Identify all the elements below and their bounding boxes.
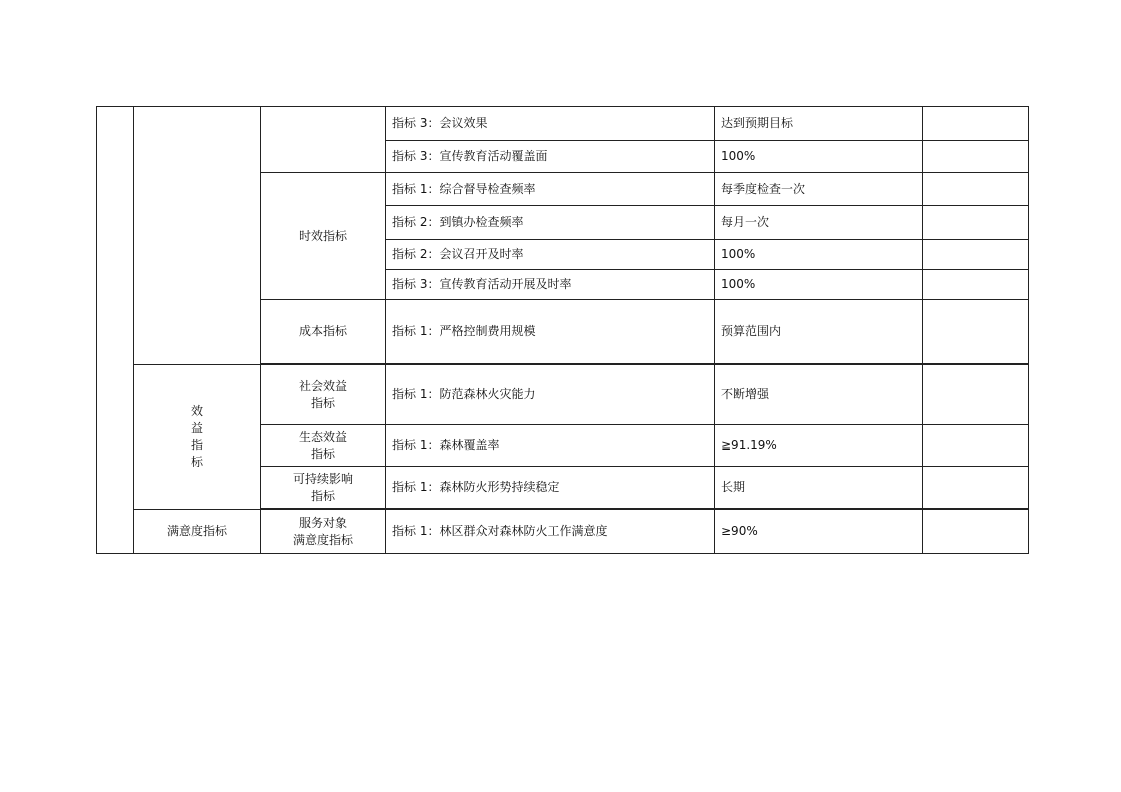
satisfaction-category-label: 满意度指标 [134, 510, 261, 554]
benefit-category-cell [134, 365, 261, 510]
target-value-cell: 每季度检查一次 [715, 173, 923, 206]
ecological-benefit-label: 生态效益 指标 [261, 425, 386, 467]
note-cell [923, 365, 1029, 425]
outer-category-cell [97, 107, 134, 554]
target-value-cell: 100% [715, 240, 923, 270]
indicator-cell: 指标 3：宣传教育活动覆盖面 [386, 141, 715, 173]
note-cell [923, 240, 1029, 270]
quality-subcategory-cell [261, 107, 386, 173]
target-value-cell: 长期 [715, 467, 923, 509]
indicator-cell: 指标 1：林区群众对森林防火工作满意度 [386, 510, 715, 554]
target-value-cell: 每月一次 [715, 206, 923, 240]
sustainable-impact-label: 可持续影响 指标 [261, 467, 386, 509]
note-cell [923, 206, 1029, 240]
target-value-cell: 100% [715, 141, 923, 173]
indicator-cell: 指标 1：森林覆盖率 [386, 425, 715, 467]
indicator-cell: 指标 3：宣传教育活动开展及时率 [386, 270, 715, 300]
table-row [97, 510, 1029, 554]
indicator-cell: 指标 2：会议召开及时率 [386, 240, 715, 270]
indicator-cell: 指标 1：综合督导检查频率 [386, 173, 715, 206]
target-value-cell: 不断增强 [715, 365, 923, 425]
target-value-cell: 预算范围内 [715, 300, 923, 364]
output-category-cell [134, 107, 261, 365]
cost-label: 成本指标 [261, 300, 386, 364]
note-cell [923, 300, 1029, 364]
note-cell [923, 107, 1029, 141]
benefit-category-label: 效 益 指 标 [190, 404, 203, 469]
target-value-cell: ≥90% [715, 510, 923, 554]
note-cell [923, 270, 1029, 300]
note-cell [923, 141, 1029, 173]
indicator-cell: 指标 1：森林防火形势持续稳定 [386, 467, 715, 509]
note-cell [923, 510, 1029, 554]
indicator-cell: 指标 2：到镇办检查频率 [386, 206, 715, 240]
timeliness-label: 时效指标 [261, 173, 386, 300]
note-cell [923, 425, 1029, 467]
performance-indicator-table [96, 106, 1029, 554]
note-cell [923, 173, 1029, 206]
table-row [97, 107, 1029, 141]
target-value-cell: 达到预期目标 [715, 107, 923, 141]
note-cell [923, 467, 1029, 509]
indicator-cell: 指标 1：防范森林火灾能力 [386, 365, 715, 425]
target-value-cell: ≧91.19% [715, 425, 923, 467]
table-row [97, 365, 1029, 425]
satisfaction-sub-label: 服务对象 满意度指标 [261, 510, 386, 554]
social-benefit-label: 社会效益 指标 [261, 365, 386, 425]
indicator-cell: 指标 1：严格控制费用规模 [386, 300, 715, 364]
indicator-cell: 指标 3：会议效果 [386, 107, 715, 141]
target-value-cell: 100% [715, 270, 923, 300]
